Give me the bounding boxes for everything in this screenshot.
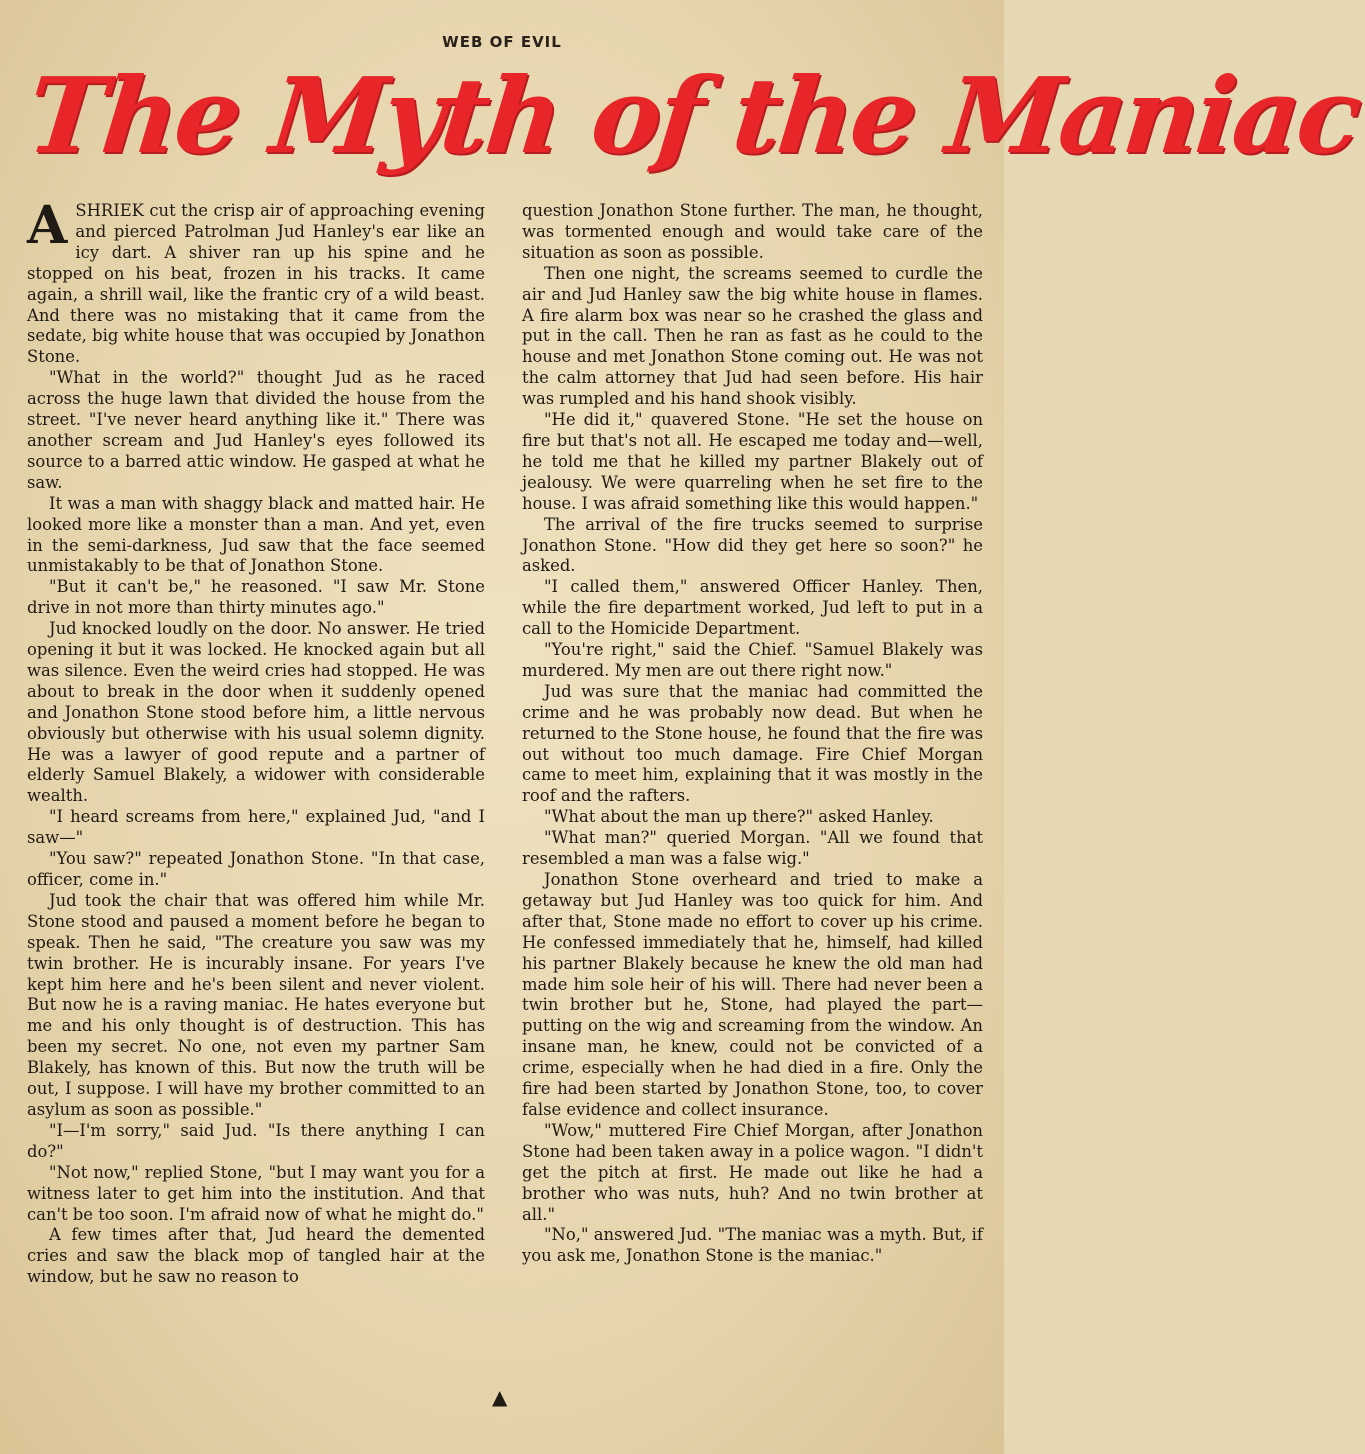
paragraph: "But it can't be," he reasoned. "I saw Mr. Stone drive in not more than thirty minutes ago." (27, 577, 485, 618)
paragraph: "What in the world?" thought Jud as he raced across the huge lawn that divided the house from the street. "I've never heard anything like it." There was another scream and Jud Hanley's eyes followed its source to a barred attic window. He gasped at what he saw. (27, 368, 485, 492)
paragraph: Jonathon Stone overheard and tried to make a getaway but Jud Hanley was too quick for him. And after that, Stone made no effort to cover up his crime. He confessed immediately that he, himself, had killed his partner Blakely because he knew the old man had made him sole heir of his will. There had never been a twin brother but he, Stone, had played the part—putting on the wig and screaming from the window. An insane man, he knew, could not be convicted of a crime, especially when he had died in a fire. Only the fire had been started by Jonathon Stone, too, to cover false evidence and collect insurance. (522, 870, 983, 1119)
paragraph: Jud was sure that the maniac had committed the crime and he was probably now dead. But when he returned to the Stone house, he found that the fire was out without too much damage. Fire Chief Morgan came to meet him, explaining that it was mostly in the roof and the rafters. (522, 681, 983, 806)
story-title: The Myth of the Maniac (22, 54, 1365, 177)
right-column (522, 201, 983, 1267)
paragraph: "You're right," said the Chief. "Samuel Blakely was murdered. My men are out there right now." (522, 640, 983, 680)
paragraph: "I heard screams from here," explained Jud, "and I saw—" (27, 807, 485, 848)
paragraph: "He did it," quavered Stone. "He set the house on fire but that's not all. He escaped me today and—well, he told me that he killed my partner Blakely out of jealousy. We were quarreling when he set fire to the house. I was afraid something like this would happen." (522, 410, 983, 513)
end-mark-icon: ▲ (492, 1385, 508, 1409)
paragraph: The arrival of the fire trucks seemed to surprise Jonathon Stone. "How did they get here so soon?" he asked. (522, 514, 983, 576)
paragraph: It was a man with shaggy black and matted hair. He looked more like a monster than a man. And yet, even in the semi-darkness, Jud saw that the face seemed unmistakably to be that of Jonathon Stone. (27, 493, 485, 576)
paragraph: "I called them," answered Officer Hanley. Then, while the fire department worked, Jud left to put in a call to the Homicide Department. (522, 577, 983, 639)
paragraph: Jud knocked loudly on the door. No answer. He tried opening it but it was locked. He knocked again but all was silence. Even the weird cries had stopped. He was about to break in the door when it suddenly opened and Jonathon Stone stood before him, a little nervous obviously but otherwise with his usual solemn dignity. He was a lawyer of good repute and a partner of elderly Samuel Blakely, a widower with considerable wealth. (27, 619, 485, 806)
paragraph: "Not now," replied Stone, "but I may want you for a witness later to get him into the institution. And that can't be too soon. I'm afraid now of what he might do." (27, 1162, 485, 1224)
running-title: WEB OF EVIL (442, 33, 562, 51)
paragraph: "Wow," muttered Fire Chief Morgan, after Jonathon Stone had been taken away in a police wagon. "I didn't get the pitch at first. He made out like he had a brother who was nuts, huh? And no twin brother at all." (522, 1120, 983, 1224)
left-column (27, 195, 485, 1288)
paragraph: "No," answered Jud. "The maniac was a myth. But, if you ask me, Jonathon Stone is the maniac." (522, 1225, 983, 1266)
paragraph: "What about the man up there?" asked Hanley. (544, 807, 934, 827)
paragraph: Then one night, the screams seemed to curdle the air and Jud Hanley saw the big white house in flames. A fire alarm box was near so he crashed the glass and put in the call. Then he ran as fast as he could to the house and met Jonathon Stone coming out. He was not the calm attorney that Jud had seen before. His hair was rumpled and his hand shook visibly. (522, 263, 983, 409)
opening-paragraph (27, 195, 485, 368)
paragraph: Jud took the chair that was offered him while Mr. Stone stood and paused a moment before he began to speak. Then he said, "The creature you saw was my twin brother. He is incurably insane. For years I've kept him here and he's been silent and never violent. But now he is a raving maniac. He hates everyone but me and his only thought is of destruction. This has been my secret. No one, not even my partner Sam Blakely, has known of this. But now the truth will be out, I suppose. I will have my brother committed to an asylum as soon as possible." (27, 890, 485, 1119)
drop-cap: A (27, 195, 68, 256)
paragraph: "You saw?" repeated Jonathon Stone. "In that case, officer, come in." (27, 849, 485, 889)
continued-paragraph: question Jonathon Stone further. The man, he thought, was tormented enough and would take care of the situation as soon as possible. (522, 201, 983, 262)
paragraph: "I—I'm sorry," said Jud. "Is there anything I can do?" (27, 1120, 485, 1161)
opening-text: SHRIEK cut the crisp air of approaching evening and pierced Patrolman Jud Hanley's ear like an icy dart. A shiver ran up his spine and he stopped on his beat, frozen in his tracks. It came again, a shrill wail, like the frantic cry of a wild beast. And there was no mistaking that it came from the sedate, big white house that was occupied by Jonathon Stone. (27, 201, 485, 367)
paragraph: A few times after that, Jud heard the demented cries and saw the black mop of tangled hair at the window, but he saw no reason to (27, 1225, 485, 1287)
paragraph: "What man?" queried Morgan. "All we found that resembled a man was a false wig." (522, 828, 983, 869)
